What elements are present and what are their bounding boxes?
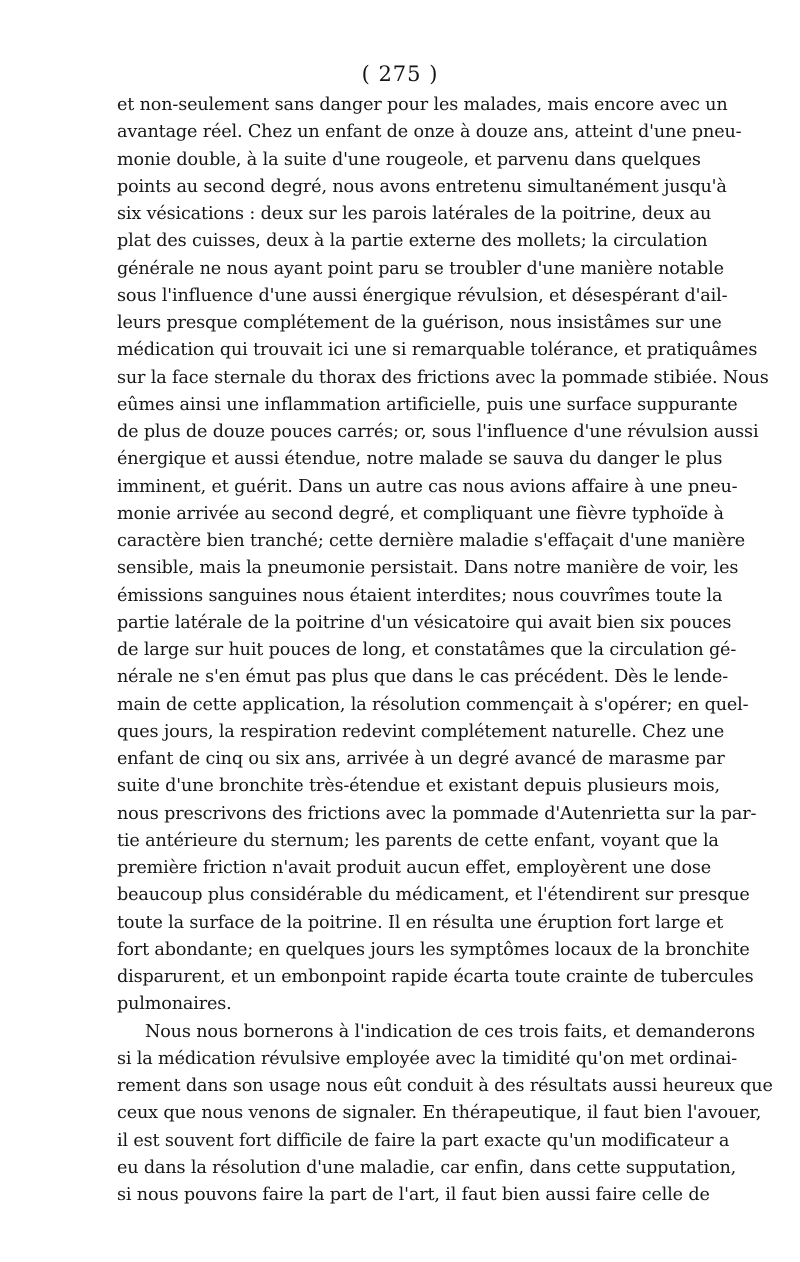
text-line: nérale ne s'en émut pas plus que dans le cas précédent. Dès le lende-	[117, 667, 729, 688]
text-line: ceux que nous venons de signaler. En thérapeutique, il faut bien l'avouer,	[117, 1103, 762, 1124]
text-line: émissions sanguines nous étaient interdites; nous couvrîmes toute la	[117, 585, 723, 606]
text-line: beaucoup plus considérable du médicament, et l'étendirent sur presque	[117, 885, 750, 906]
text-line: rement dans son usage nous eût conduit à des résultats aussi heureux que	[117, 1076, 773, 1096]
text-line: de plus de douze pouces carrés; or, sous l'influence d'une révulsion aussi	[117, 422, 759, 442]
text-line: eûmes ainsi une inflammation artificielle, puis une surface suppurante	[117, 394, 738, 415]
text-line: sensible, mais la pneumonie persistait. Dans notre manière de voir, les	[117, 558, 739, 579]
text-line: générale ne nous ayant point paru se troubler d'une manière notable	[117, 258, 724, 279]
text-line: toute la surface de la poitrine. Il en résulta une éruption fort large et	[117, 912, 724, 933]
text-line: avantage réel. Chez un enfant de onze à douze ans, atteint d'une pneu-	[117, 122, 742, 143]
text-line: main de cette application, la résolution commençait à s'opérer; en quel-	[117, 694, 749, 715]
text-line: leurs presque complétement de la guérison, nous insistâmes sur une	[117, 313, 722, 333]
text-line: monie double, à la suite d'une rougeole, et parvenu dans quelques	[117, 149, 701, 170]
text-line: disparurent, et un embonpoint rapide écarta toute crainte de tubercules	[117, 967, 754, 987]
text-line: caractère bien tranché; cette dernière maladie s'effaçait d'une manière	[117, 531, 746, 551]
text-line: imminent, et guérit. Dans un autre cas nous avions affaire à une pneu-	[117, 476, 738, 497]
body-text	[117, 92, 773, 1209]
text-line: tie antérieure du sternum; les parents de cette enfant, voyant que la	[117, 830, 719, 851]
text-line: plat des cuisses, deux à la partie externe des mollets; la circulation	[117, 231, 708, 252]
text-line: sous l'influence d'une aussi énergique révulsion, et désespérant d'ail-	[117, 285, 728, 306]
text-line: monie arrivée au second degré, et compliquant une fièvre typhoïde à	[117, 503, 724, 524]
text-line: Nous nous bornerons à l'indication de ces trois faits, et demanderons	[145, 1021, 756, 1042]
text-line: première friction n'avait produit aucun effet, employèrent une dose	[117, 858, 712, 878]
page-number: ( 275 )	[361, 62, 439, 86]
text-line: et non-seulement sans danger pour les malades, mais encore avec un	[117, 95, 728, 115]
text-line: de large sur huit pouces de long, et constatâmes que la circulation gé-	[117, 640, 737, 660]
text-line: enfant de cinq ou six ans, arrivée à un degré avancé de marasme par	[117, 749, 725, 769]
text-line: suite d'une bronchite très-étendue et existant depuis plusieurs mois,	[117, 776, 720, 797]
text-line: si nous pouvons faire la part de l'art, il faut bien aussi faire celle de	[117, 1185, 710, 1205]
text-line: fort abondante; en quelques jours les symptômes locaux de la bronchite	[117, 939, 750, 960]
text-line: il est souvent fort difficile de faire la part exacte qu'un modificateur a	[117, 1130, 730, 1151]
paragraph-2	[117, 1019, 773, 1210]
text-line: points au second degré, nous avons entretenu simultanément jusqu'à	[117, 176, 727, 197]
text-line: six vésications : deux sur les parois latérales de la poitrine, deux au	[117, 204, 712, 224]
text-line: nous prescrivons des frictions avec la pommade d'Autenrietta sur la par-	[117, 803, 757, 824]
text-line: partie latérale de la poitrine d'un vésicatoire qui avait bien six pouces	[117, 612, 732, 633]
text-line: eu dans la résolution d'une maladie, car enfin, dans cette supputation,	[117, 1157, 737, 1178]
text-line: médication qui trouvait ici une si remarquable tolérance, et pratiquâmes	[117, 340, 758, 361]
text-line: sur la face sternale du thorax des frictions avec la pommade stibiée. Nous	[117, 367, 769, 388]
paragraph-1	[117, 92, 769, 1019]
text-line: pulmonaires.	[117, 994, 232, 1015]
text-line: si la médication révulsive employée avec la timidité qu'on met ordinai-	[117, 1048, 738, 1069]
text-line: ques jours, la respiration redevint complétement naturelle. Chez une	[117, 721, 725, 742]
text-line: énergique et aussi étendue, notre malade se sauva du danger le plus	[117, 449, 723, 470]
